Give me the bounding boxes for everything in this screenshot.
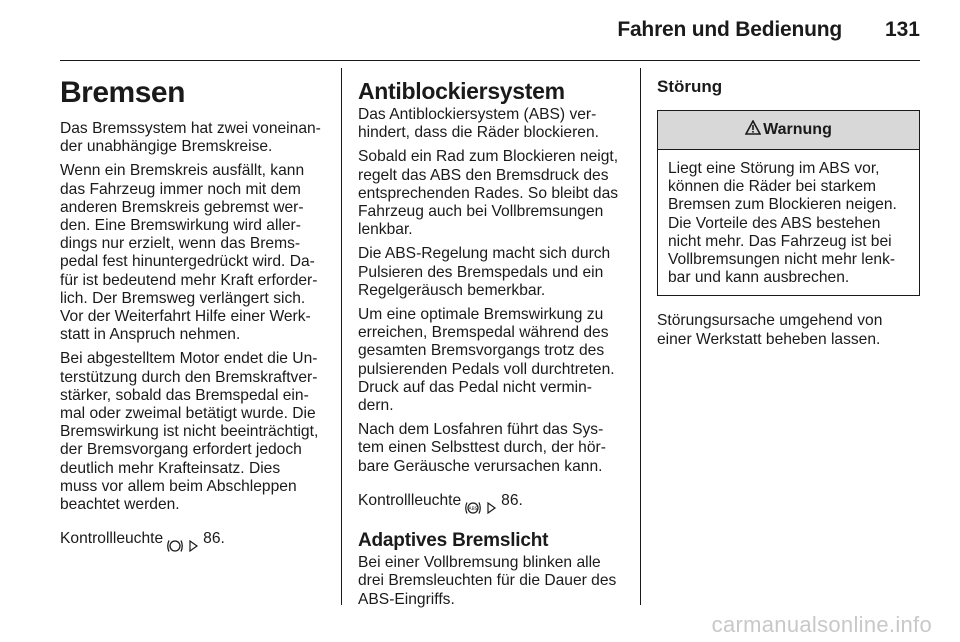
warning-box xyxy=(657,110,920,296)
paragraph: Bei abgestelltem Motor endet die Un- terstützung durch den Bremskraftver- stärker, sobald das Bremspedal ein- mal oder zweimal betätigt wurde. Die Bremswirkung ist nicht beeinträchtigt, der Bremsvorgang erfordert jedoch deutlich mehr Krafteinsatz. Dies muss vor allem beim Abschleppen beachtet werden. xyxy=(60,350,319,514)
section-heading-bremsen: Bremsen xyxy=(60,76,185,109)
column-abs xyxy=(358,68,628,615)
paragraph: Sobald ein Rad zum Blockieren neigt, regelt das ABS den Bremsdruck des entsprechenden Rades. So bleibt das Fahrzeug auch bei Vollbremsungen lenkbar. xyxy=(358,148,619,239)
reference-page: 86. xyxy=(203,530,225,548)
warning-text: Liegt eine Störung im ABS vor, können die Räder bei starkem Bremsen zum Blockieren neigen. Die Vorteile des ABS bestehen nicht mehr. Das Fahrzeug ist bei Vollbremsungen nicht mehr lenk- bar und kann ausbrechen. xyxy=(668,160,897,287)
page-header xyxy=(0,0,960,50)
paragraph: Bei einer Vollbremsung blinken alle drei Bremsleuchten für die Dauer des ABS-Eingriffs. xyxy=(358,554,617,608)
cross-reference xyxy=(60,520,330,558)
column-divider-2 xyxy=(640,68,641,605)
warning-header xyxy=(658,111,919,150)
chapter-title: Fahren und Bedienung xyxy=(617,18,842,41)
paragraph: Das Antiblockiersystem (ABS) ver- hindert, dass die Räder blockieren. xyxy=(358,106,599,142)
header-divider xyxy=(60,60,920,61)
paragraph: Wenn ein Bremskreis ausfällt, kann das Fahrzeug immer noch mit dem anderen Bremskreis gebremst wer- den. Eine Bremswirkung wird aller- dings nur erzielt, wenn das Brems- pedal fest hinuntergedrückt wird. Da- für ist bedeutend mehr Kraft erforder- lich. Der Bremsweg verlängert sich. Vor der Weiterfahrt Hilfe einer Werk- statt in Anspruch nehmen. xyxy=(60,162,318,344)
section-heading-stoerung: Störung xyxy=(657,77,723,96)
cross-reference xyxy=(358,482,628,520)
column-divider-1 xyxy=(341,68,342,605)
column-stoerung xyxy=(657,68,920,355)
watermark: carmanualsonline.info xyxy=(711,612,932,637)
paragraph: Nach dem Losfahren führt das Sys- tem einen Selbsttest durch, der hör- bare Geräusche verursachen kann. xyxy=(358,421,606,475)
warning-triangle-icon xyxy=(745,120,761,139)
page-number: 131 xyxy=(884,18,920,41)
paragraph: Störungsursache umgehend von einer Werkstatt beheben lassen. xyxy=(657,312,883,348)
svg-text:ABS: ABS xyxy=(468,507,478,513)
page-reference-arrow-icon xyxy=(189,521,199,557)
column-bremsen xyxy=(60,68,330,565)
reference-label: Kontrollleuchte xyxy=(358,491,462,509)
paragraph: Um eine optimale Bremswirkung zu erreichen, Bremspedal während des gesamten Bremsvorgangs trotz des pulsierenden Pedals voll durchtreten. Druck auf das Pedal nicht vermin- dern. xyxy=(358,306,615,415)
warning-title: Warnung xyxy=(763,120,832,138)
paragraph: Das Bremssystem hat zwei voneinan- der unabhängige Bremskreise. xyxy=(60,120,321,156)
subsection-heading-bremslicht: Adaptives Bremslicht xyxy=(358,530,549,552)
abs-icon xyxy=(464,482,482,520)
brake-warning-icon xyxy=(166,520,184,558)
page-reference-arrow-icon xyxy=(487,483,497,519)
reference-label: Kontrollleuchte xyxy=(60,530,164,548)
reference-page: 86. xyxy=(501,491,523,509)
section-heading-abs: Antiblockiersystem xyxy=(358,78,565,104)
paragraph: Die ABS-Regelung macht sich durch Pulsieren des Bremspedals und ein Regelgeräusch bemerkbar. xyxy=(358,245,611,299)
